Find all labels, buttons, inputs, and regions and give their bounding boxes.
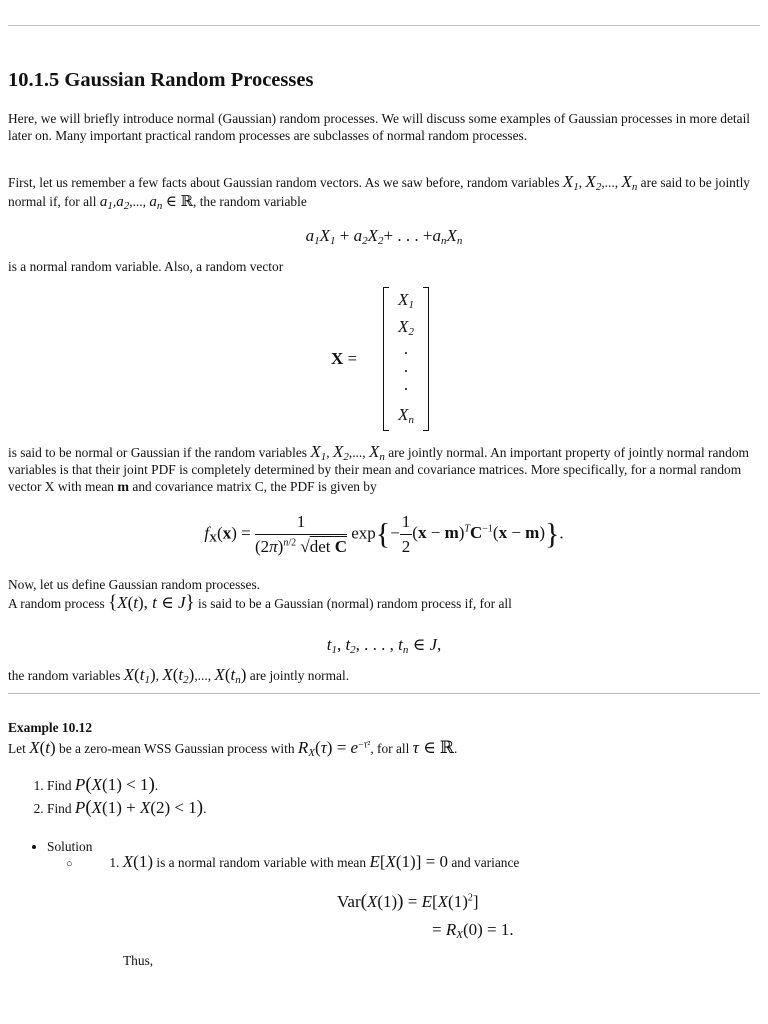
task-item: 1. Find P(X(1) < 1). bbox=[47, 774, 206, 797]
top-divider bbox=[8, 25, 760, 26]
gaussian-pdf-equation: $f_X(x)$ = $\frac{1}{(2\pi)^{n/2} √\det C}$ exp{− $\frac{1}{2}$ $(x - m)^TC^{-1}(x - m)$}. bbox=[204, 512, 564, 556]
random-variables-text: the random variables $X(t_1)$, $X(t_2)$,..., $X(t_n)$ are jointly normal. bbox=[8, 665, 350, 686]
intro-paragraph: Here, we will briefly introduce normal (Gaussian) random processes. We will discuss some examples of Gaussian processes in more detail later on. Many important practical random processes are subclasses of normal random processes. bbox=[8, 111, 751, 143]
task-item: 2. Find P(X(1) + X(2) < 1). bbox=[47, 797, 206, 820]
solution-label[interactable]: • Solution bbox=[47, 836, 92, 858]
normal-rv-text: is a normal random variable. Also, a random vector bbox=[8, 259, 284, 274]
example-statement: Let X(t) be a zero-mean WSS Gaussian process with $R_X(\tau) = e^{-\tau^2}$, for all τ ∈ ℝ. bbox=[8, 738, 458, 759]
facts-paragraph: First, let us remember a few facts about Gaussian random vectors. As we saw before, random variables $X_1$, $X_2$,..., $X_n$ are said to be jointly normal if, for all $a_1,a_2$,..., $a_n$ ∈ ℝ, the random variable bbox=[8, 172, 751, 212]
example-tasks bbox=[47, 774, 206, 820]
linear-combination-equation: $a_1X_1 + a_2X_2+$ . . . $+a_nX_n$ bbox=[305, 226, 463, 247]
now-text: Now, let us define Gaussian random processes. bbox=[8, 577, 261, 592]
variance-equation: $Var(X(1)) = E[X(1)^2]$ = $R_X(0) = 1$. bbox=[337, 891, 514, 941]
example-title: Example 10.12 bbox=[8, 720, 93, 735]
solution-step-1: ○ 1. X(1) is a normal random variable with mean E[X(1)] = 0 and variance bbox=[66, 852, 520, 871]
random-vector-matrix: $X_1$ $X_2$ . . . $X_n$ bbox=[383, 287, 429, 433]
time-points-equation: $t_1$, $t_2$, . . . , $t_n$ ∈ J, bbox=[326, 635, 442, 656]
vector-x-label: X = bbox=[331, 349, 358, 368]
gaussian-def-paragraph: is said to be normal or Gaussian if the random variables $X_1$, $X_2$,..., $X_n$ are jointly normal. An important property of jointly normal random variables is that their joint PDF is completely determined by their mean and covariance matrices. More specifically, for a normal random vector X with mean m and covariance matrix C, the PDF is given by bbox=[8, 442, 749, 495]
example-divider bbox=[8, 693, 760, 694]
thus-text: Thus, bbox=[123, 953, 154, 968]
section-title: 10.1.5 Gaussian Random Processes bbox=[8, 69, 314, 91]
random-process-def: A random process {X(t), t ∈ J} is said to be a Gaussian (normal) random process if, for all bbox=[8, 592, 512, 613]
